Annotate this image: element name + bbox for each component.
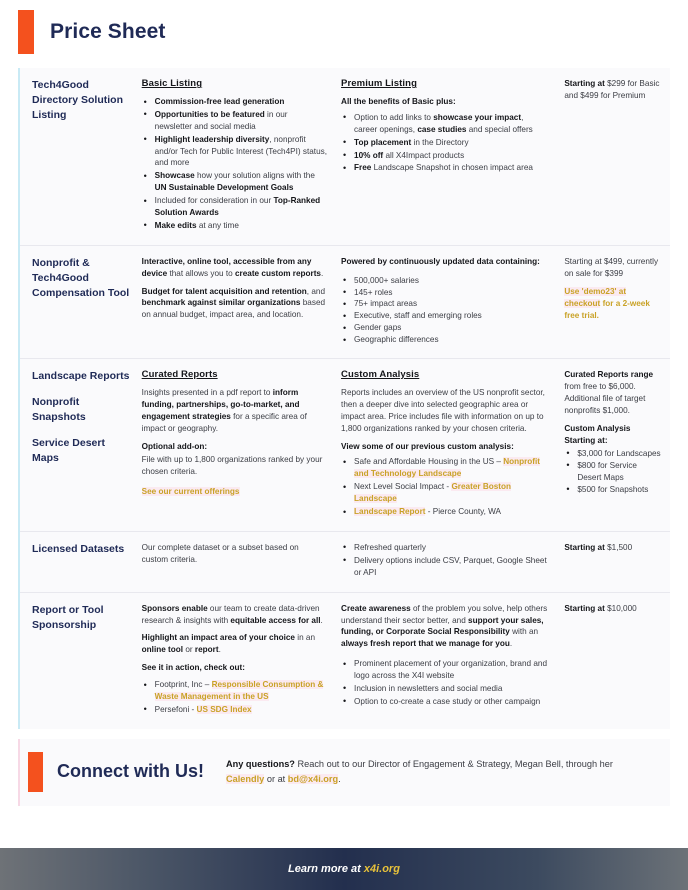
list-item: • Executive, staff and emerging roles <box>341 310 548 322</box>
comp-paragraph-1: Interactive, online tool, accessible from any device that allows you to create custom reports. <box>141 256 324 278</box>
table-row-directory-listing <box>20 68 670 246</box>
price-custom-label: Custom Analysis Starting at: <box>564 423 631 445</box>
comp-data-heading: Powered by continuously updated data containing: <box>341 256 540 266</box>
list-item: • 10% off all X4Impact products <box>341 150 548 162</box>
list-item: • Option to co-create a case study or other campaign <box>341 696 548 708</box>
row-price <box>558 256 670 346</box>
list-item: • Delivery options include CSV, Parquet, Google Sheet or API <box>341 555 548 579</box>
row-col2 <box>337 78 558 233</box>
connect-title: Connect with Us! <box>57 761 204 782</box>
list-item: • Footprint, Inc – Responsible Consumption & Waste Management in the US <box>142 679 327 703</box>
row-col1 <box>138 542 337 580</box>
addon-text: File with up to 1,800 organizations ranked by your chosen criteria. <box>141 455 323 477</box>
basic-listing-bullets <box>142 96 327 232</box>
list-item: • Option to add links to showcase your impact, career openings, case studies and special offers <box>341 112 548 136</box>
list-item: • Landscape Report - Pierce County, WA <box>341 506 548 518</box>
price-text: Starting at $299 for Basic and $499 for Premium <box>564 79 660 100</box>
analysis-link-2[interactable]: Greater Boston Landscape <box>354 482 512 504</box>
comp-paragraph-2: Budget for talent acquisition and retention, and benchmark against similar organizations based on annual budget, impact area, and location. <box>141 286 326 320</box>
row-category: Landscape Reports Nonprofit Snapshots Service Desert Maps <box>32 370 130 464</box>
list-item: • Prominent placement of your organization, brand and logo across the X4I website <box>341 658 548 682</box>
premium-listing-bullets <box>341 112 548 174</box>
list-item: • 500,000+ salaries <box>341 275 548 287</box>
table-row-sponsorship <box>20 593 670 729</box>
custom-analysis-heading: Custom Analysis <box>341 369 420 381</box>
orange-accent-bar <box>18 10 34 54</box>
orange-accent-bar <box>28 752 43 792</box>
email-link[interactable]: bd@x4i.org <box>287 773 339 784</box>
list-item: • Gender gaps <box>341 322 548 334</box>
row-col2 <box>337 542 558 580</box>
list-item: • Next Level Social Impact - Greater Boston Landscape <box>341 481 548 505</box>
table-row-landscape-reports <box>20 359 670 532</box>
row-col2 <box>337 256 558 346</box>
custom-analysis-text: Reports includes an overview of the US nonprofit sector, then a deeper dive into selected geographic area or impact area. Price includes file with information on up to 1,800 organizations ranked by your chosen criteria. <box>341 388 545 433</box>
sponsor-awareness-text: Create awareness of the problem you solve, help others understand their sector better, and support your sales, funding, or Corporate Social Responsibility with an always fresh report that we manage for you. <box>341 603 548 649</box>
price-text: Starting at $1,500 <box>564 542 633 552</box>
list-item: • Persefoni - US SDG Index <box>142 704 327 716</box>
row-price <box>558 542 670 580</box>
footer-site-link[interactable]: x4i.org <box>363 863 400 875</box>
list-item: • Make edits at any time <box>142 220 327 232</box>
list-item: • Geographic differences <box>341 334 548 346</box>
previous-analysis-lead: View some of our previous custom analysis: <box>341 441 514 451</box>
datasets-text: Our complete dataset or a subset based on custom criteria. <box>141 542 299 564</box>
row-category: Licensed Datasets <box>32 542 125 555</box>
row-col1 <box>138 256 337 346</box>
row-col2 <box>337 603 558 717</box>
current-offerings-link[interactable]: See our current offerings <box>141 487 240 497</box>
comp-data-bullets <box>341 275 548 346</box>
connect-lead: Any questions? <box>226 759 295 770</box>
price-text-curated: Curated Reports range from free to $6,000. Additional file of target nonprofits $1,000. <box>564 370 654 415</box>
list-item: • 145+ roles <box>341 287 548 299</box>
sponsor-link-2[interactable]: US SDG Index <box>196 704 252 714</box>
page-title: Price Sheet <box>50 20 166 43</box>
connect-section <box>18 739 670 806</box>
row-col1 <box>138 603 337 717</box>
price-table <box>18 68 670 729</box>
list-item: • Commission-free lead generation <box>142 96 327 108</box>
list-item: • 75+ impact areas <box>341 298 548 310</box>
list-item: • Inclusion in newsletters and social media <box>341 683 548 695</box>
row-category: Nonprofit & Tech4Good Compensation Tool <box>32 256 130 299</box>
list-item: • Showcase how your solution aligns with the UN Sustainable Development Goals <box>142 170 327 194</box>
row-category: Report or Tool Sponsorship <box>32 603 104 631</box>
curated-reports-heading: Curated Reports <box>141 369 218 381</box>
custom-analysis-price-bullets <box>564 448 662 496</box>
list-item: • Free Landscape Snapshot in chosen impact area <box>341 162 548 174</box>
curated-reports-text: Insights presented in a pdf report to inform funding, partnerships, go-to-market, and engagement strategies for a specific area of impact or geography. <box>141 388 307 433</box>
list-item: • Refreshed quarterly <box>341 542 548 554</box>
sponsor-link-1[interactable]: Responsible Consumption & Waste Management in the US <box>154 680 324 701</box>
connect-body: Any questions? Reach out to our Director of Engagement & Strategy, Megan Bell, through her Calendly or at bd@x4i.org. <box>226 759 613 784</box>
sponsor-examples-lead: See it in action, check out: <box>141 663 245 673</box>
sponsor-benefit-bullets <box>341 658 548 708</box>
list-item: • $500 for Snapshots <box>564 484 662 496</box>
price-text: Starting at $10,000 <box>564 603 637 613</box>
list-item: • Opportunities to be featured in our newsletter and social media <box>142 109 327 133</box>
datasets-bullets <box>341 542 548 579</box>
list-item: • Highlight leadership diversity, nonprofit and/or Tech for Public Interest (Tech4PI) status, and more <box>142 134 327 170</box>
premium-lead: All the benefits of Basic plus: <box>341 97 456 106</box>
previous-analysis-bullets <box>341 456 548 517</box>
row-category: Tech4Good Directory Solution Listing <box>32 79 124 121</box>
addon-label: Optional add-on: <box>141 441 208 451</box>
table-row-licensed-datasets <box>20 532 670 593</box>
list-item: • Top placement in the Directory <box>341 137 548 149</box>
analysis-link-3[interactable]: Landscape Report <box>354 507 426 517</box>
table-row-compensation-tool <box>20 246 670 359</box>
row-col1 <box>138 78 337 233</box>
list-item: • Safe and Affordable Housing in the US – Nonprofit and Technology Landscape <box>341 456 548 480</box>
row-col2 <box>337 369 558 519</box>
analysis-link-1[interactable]: Nonprofit and Technology Landscape <box>354 457 541 479</box>
basic-listing-heading: Basic Listing <box>141 78 203 89</box>
page-footer <box>0 848 688 890</box>
sponsor-paragraph-1: Sponsors enable our team to create data-driven research & insights with equitable access for all. <box>141 603 323 625</box>
page-header <box>0 0 688 64</box>
calendly-link[interactable]: Calendly <box>226 773 265 784</box>
row-price <box>558 78 670 233</box>
list-item: • $800 for Service Desert Maps <box>564 460 662 484</box>
row-price <box>558 603 670 717</box>
premium-listing-heading: Premium Listing <box>341 78 417 89</box>
sponsor-example-bullets <box>142 679 327 716</box>
price-text: Starting at $499, currently on sale for $399 <box>564 256 659 278</box>
sponsor-paragraph-2: Highlight an impact area of your choice in an online tool or report. <box>141 633 316 655</box>
promo-code-text: Use 'demo23' at checkout for a 2-week free trial. <box>564 286 650 320</box>
row-price <box>558 369 670 519</box>
footer-text: Learn more at x4i.org <box>288 863 400 875</box>
row-col1 <box>138 369 337 519</box>
list-item: • Included for consideration in our Top-Ranked Solution Awards <box>142 195 327 219</box>
list-item: • $3,000 for Landscapes <box>564 448 662 460</box>
